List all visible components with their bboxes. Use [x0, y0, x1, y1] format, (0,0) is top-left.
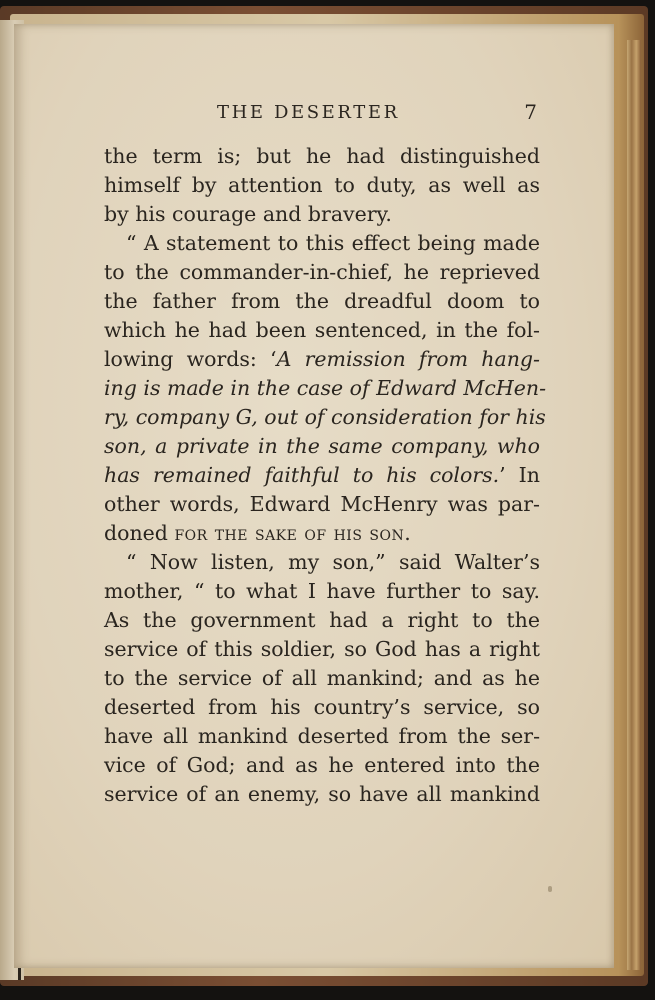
text-line: to the commander-in-chief, he reprieved [104, 260, 540, 284]
text-line: “ Now listen, my son,” said Walter’s [126, 550, 540, 574]
text-line: mother, “ to what I have further to say. [104, 579, 540, 603]
text-line: to the service of all mankind; and as he [104, 666, 540, 690]
text-line: which he had been sentenced, in the fol- [104, 318, 540, 342]
text-line: service of an enemy, so have all mankind [104, 782, 540, 806]
running-head-title: THE DESERTER [217, 102, 400, 123]
page-number: 7 [524, 100, 537, 124]
body-text [104, 142, 547, 809]
text-line: the term is; but he had distinguished [104, 144, 540, 168]
text-line: other words, Edward McHenry was par- [104, 492, 540, 516]
text-line: have all mankind deserted from the ser- [104, 724, 540, 748]
text-line: As the government had a right to the [104, 608, 540, 632]
text-line: by his courage and bravery. [104, 202, 392, 226]
text-line: doned for the sake of his son. [104, 521, 412, 545]
text-line: himself by attention to duty, as well as [104, 173, 540, 197]
paper-speck [548, 886, 552, 892]
running-head [217, 102, 537, 126]
text-line: the father from the dreadful doom to [104, 289, 540, 313]
text-line: “ A statement to this effect being made [126, 231, 540, 255]
fore-edge [627, 40, 641, 970]
text-line: ing is made in the case of Edward McHen- [104, 376, 547, 400]
text-line: service of this soldier, so God has a right [104, 637, 540, 661]
text-line: ry, company G, out of consideration for his [104, 405, 546, 429]
text-line: vice of God; and as he entered into the [104, 753, 540, 777]
text-line: son, a private in the same company, who [104, 434, 540, 458]
text-line: deserted from his country’s service, so [104, 695, 540, 719]
text-line: has remained faithful to his colors.’ In [104, 463, 540, 487]
text-line: lowing words: ‘A remission from hang- [104, 347, 540, 371]
